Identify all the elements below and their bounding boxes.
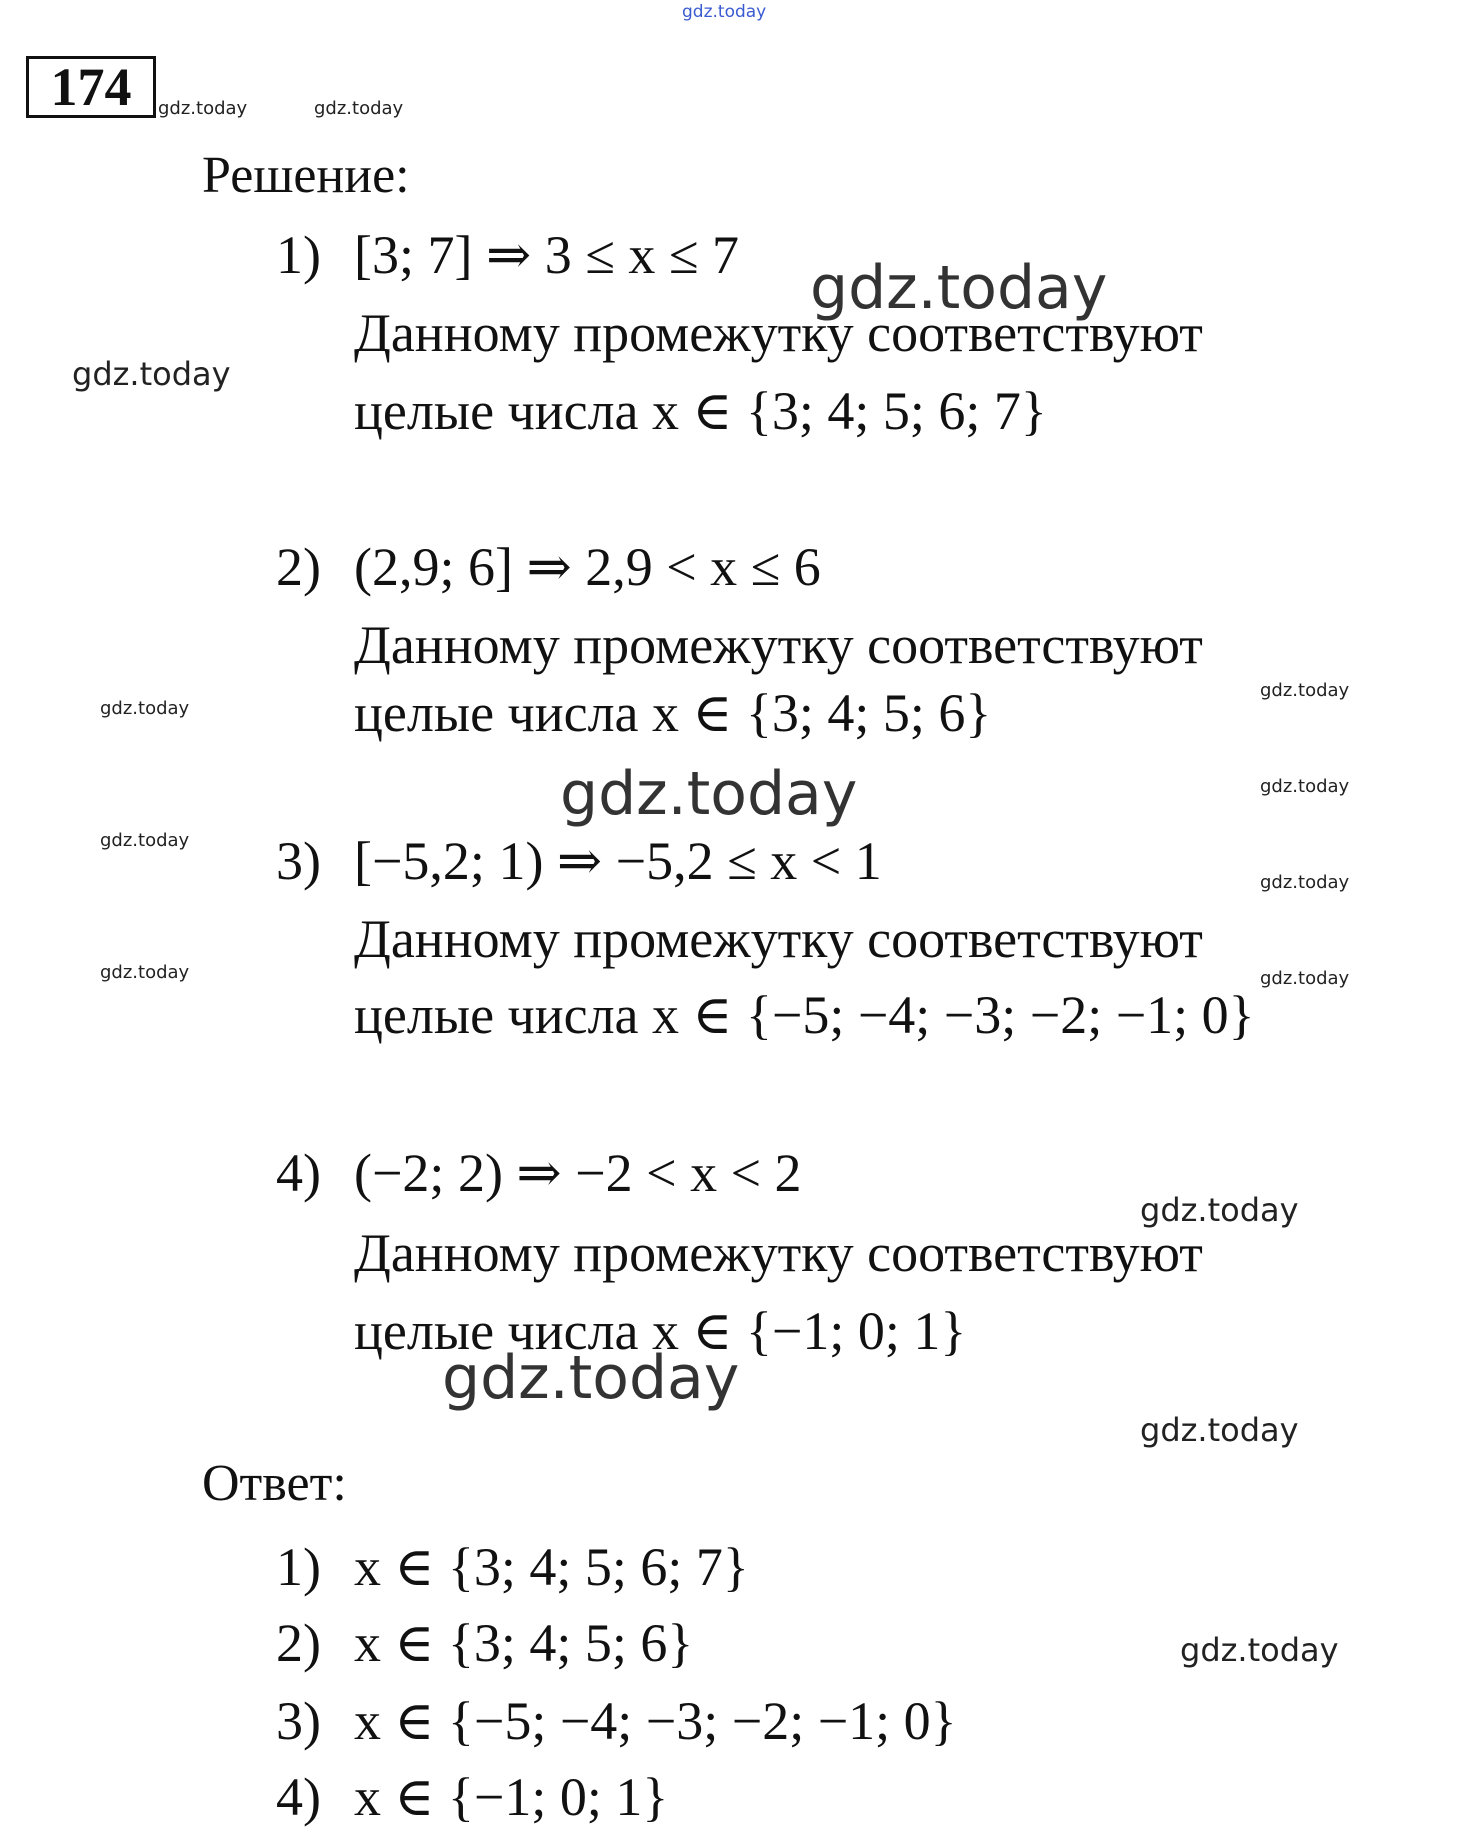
item-math: [−5,2; 1) ⇒ −5,2 ≤ x < 1 [354, 831, 882, 891]
watermark: gdz.today [682, 2, 767, 22]
watermark: gdz.today [1140, 1191, 1299, 1229]
item-math: (−2; 2) ⇒ −2 < x < 2 [354, 1143, 802, 1203]
watermark: gdz.today [314, 98, 404, 119]
answer-value: x ∈ {−1; 0; 1} [354, 1767, 669, 1827]
item-label: 4) [276, 1143, 321, 1203]
watermark: gdz.today [1180, 1631, 1339, 1669]
answer-heading: Ответ: [202, 1455, 347, 1512]
answer-value: x ∈ {−5; −4; −3; −2; −1; 0} [354, 1691, 957, 1751]
watermark: gdz.today [100, 698, 190, 719]
item-label: 1) [276, 225, 321, 285]
item-text: Данному промежутку соответствуют [354, 303, 1203, 363]
watermark: gdz.today [1260, 680, 1350, 701]
item-math: [3; 7] ⇒ 3 ≤ x ≤ 7 [354, 225, 739, 285]
answer-label: 4) [276, 1767, 321, 1827]
watermark: gdz.today [1260, 872, 1350, 893]
answer-value: x ∈ {3; 4; 5; 6} [354, 1613, 694, 1673]
watermark: gdz.today [158, 98, 248, 119]
answer-label: 2) [276, 1613, 321, 1673]
answer-label: 1) [276, 1537, 321, 1597]
item-text: Данному промежутку соответствуют [354, 615, 1203, 675]
watermark: gdz.today [100, 962, 190, 983]
item-math: (2,9; 6] ⇒ 2,9 < x ≤ 6 [354, 537, 821, 597]
item-label: 3) [276, 831, 321, 891]
item-set: целые числа x ∈ {−5; −4; −3; −2; −1; 0} [354, 985, 1255, 1045]
watermark: gdz.today [100, 830, 190, 851]
item-set: целые числа x ∈ {3; 4; 5; 6; 7} [354, 381, 1047, 441]
watermark: gdz.today [1140, 1411, 1299, 1449]
item-text: Данному промежутку соответствуют [354, 909, 1203, 969]
watermark: gdz.today [560, 759, 858, 829]
item-set: целые числа x ∈ {3; 4; 5; 6} [354, 683, 992, 743]
solution-heading: Решение: [202, 147, 410, 204]
watermark: gdz.today [442, 1343, 740, 1413]
watermark: gdz.today [810, 253, 1108, 323]
watermark: gdz.today [1260, 968, 1350, 989]
item-text: Данному промежутку соответствуют [354, 1223, 1203, 1283]
item-set: целые числа x ∈ {−1; 0; 1} [354, 1301, 967, 1361]
watermark: gdz.today [1260, 776, 1350, 797]
answer-label: 3) [276, 1691, 321, 1751]
problem-number: 174 [26, 56, 156, 118]
answer-value: x ∈ {3; 4; 5; 6; 7} [354, 1537, 749, 1597]
item-label: 2) [276, 537, 321, 597]
watermark: gdz.today [72, 355, 231, 393]
